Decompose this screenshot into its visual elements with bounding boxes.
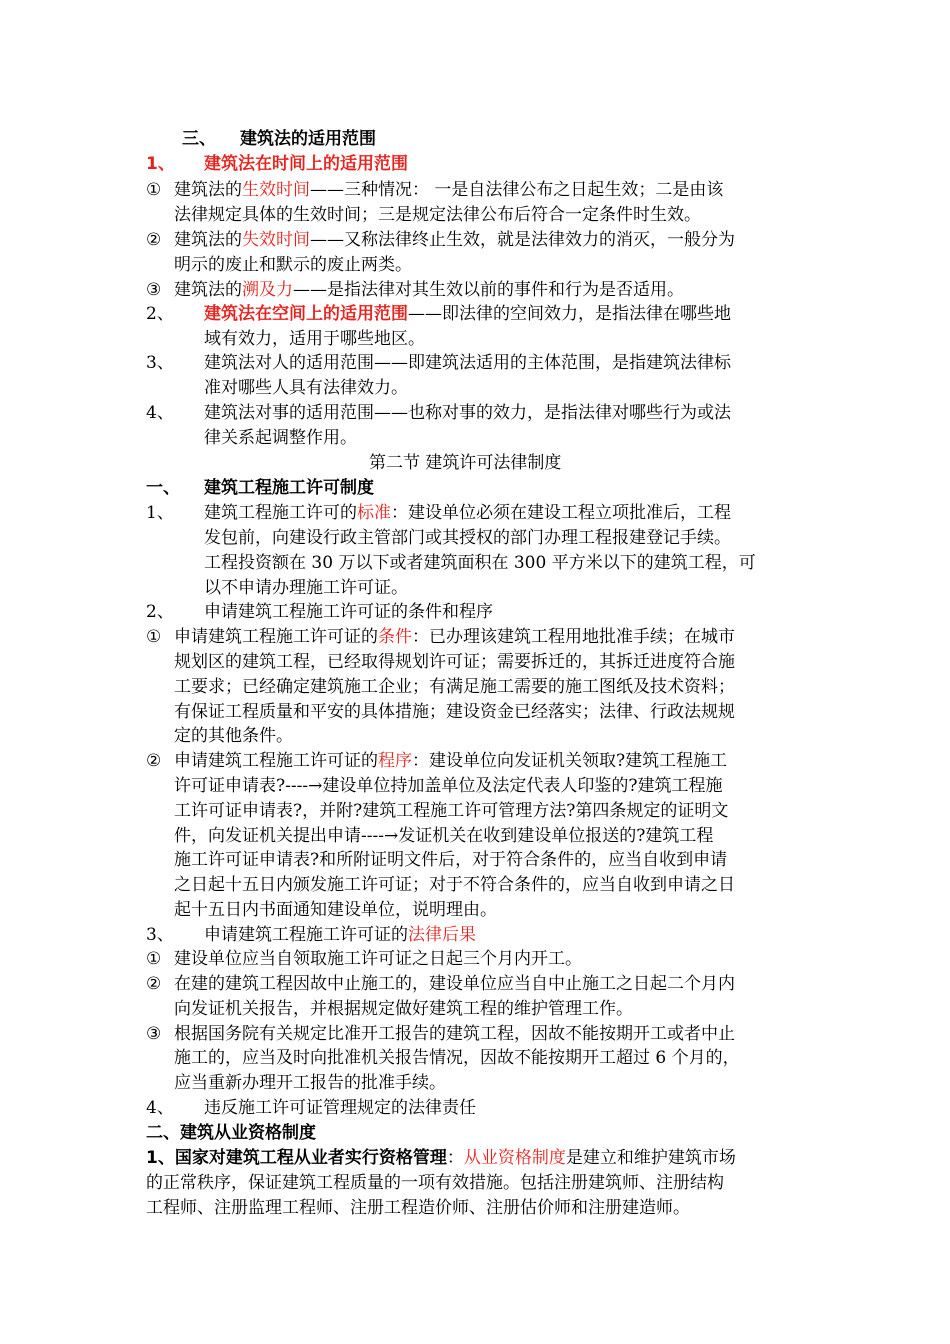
- item-text: 建筑法对事的适用范围——也称对事的效力，是指法律对哪些行为或法: [204, 403, 731, 423]
- para-2a-line-5: 定的其他条件。: [174, 726, 293, 746]
- para-text: 建筑工程施工许可的: [204, 503, 357, 523]
- para-text: 建设单位应当自领取施工许可证之日起三个月内开工。: [174, 949, 582, 969]
- item-number: 1、: [146, 503, 174, 523]
- item-number: 3、: [146, 925, 174, 945]
- item-text: 建筑法对人的适用范围——即建筑法适用的主体范围，是指建筑法律标: [204, 353, 731, 373]
- heading-title: 建筑法的适用范围: [240, 129, 376, 149]
- chapter-heading: 第二节 建筑许可法律制度: [369, 453, 562, 473]
- para-3: [146, 923, 476, 947]
- para-3a: [146, 947, 582, 971]
- item-number: 3、: [146, 353, 174, 373]
- clause-text: ——三种情况： 一是自法律公布之日起生效；二是由该: [310, 180, 724, 200]
- heading-title: 建筑工程施工许可制度: [204, 478, 374, 498]
- para-4: [146, 1096, 476, 1120]
- para-1-line-3: 工程投资额在 30 万以下或者建筑面积在 300 平方米以下的建筑工程，可: [204, 553, 756, 573]
- para-text: 根据国务院有关规定比准开工报告的建筑工程，因故不能按期开工或者中止: [174, 1024, 735, 1044]
- item-number: 1、: [146, 154, 175, 174]
- para-q1-line-3: 工程师、注册监理工程师、注册工程造价师、注册估价师和注册建造师。: [146, 1198, 690, 1218]
- item-number: 2、: [146, 602, 174, 622]
- circled-number: ①: [146, 627, 162, 647]
- heading-number: 三、: [182, 129, 216, 149]
- para-text: 申请建筑工程施工许可证的: [174, 627, 378, 647]
- para-2a-line-2: 规划区的建筑工程，已经取得规划许可证；需要拆迁的，其拆迁进度符合施: [174, 652, 735, 672]
- para-3c: [146, 1022, 735, 1046]
- subsection-1-heading: [146, 476, 374, 500]
- para-2b: [146, 749, 727, 773]
- para-q1: [146, 1146, 736, 1170]
- para-2b-line-3: 工许可证申请表?，并附?建筑工程施工许可管理方法?第四条规定的证明文: [174, 801, 729, 821]
- para-text: 在建的建筑工程因故中止施工的，建设单位应当自中止施工之日起二个月内: [174, 974, 735, 994]
- item-4-line-2: 律关系起调整作用。: [204, 428, 357, 448]
- circled-number: ②: [146, 974, 162, 994]
- keyword: 程序: [378, 751, 412, 771]
- para-3b-line-2: 向发证机关报告，并根据规定做好建筑工程的维护管理工作。: [174, 999, 633, 1019]
- para-text: ：: [446, 1148, 464, 1168]
- para-1-line-2: 发包前，向建设行政主管部门或其授权的部门办理工程报建登记手续。: [204, 528, 731, 548]
- para-2b-line-4: 件，向发证机关提出申请----→发证机关在收到建设单位报送的?建筑工程: [174, 826, 714, 846]
- keyword: 标准: [357, 503, 391, 523]
- item-number: 4、: [146, 1098, 174, 1118]
- clause-text: ——是指法律对其生效以前的事件和行为是否适用。: [293, 280, 684, 300]
- para-3c-line-2: 施工的，应当及时向批准机关报告情况，因故不能按期开工超过 6 个月的，: [174, 1048, 740, 1068]
- circled-number: ①: [146, 949, 162, 969]
- clause-text: 建筑法的: [174, 180, 242, 200]
- para-1-line-4: 以不申请办理施工许可证。: [204, 578, 408, 598]
- keyword: 溯及力: [242, 280, 293, 300]
- item-3-line-2: 准对哪些人具有法律效力。: [204, 378, 408, 398]
- clause-text: 建筑法的: [174, 230, 242, 250]
- para-text: 违反施工许可证管理规定的法律责任: [204, 1098, 476, 1118]
- para-2b-line-2: 许可证申请表?----→建设单位持加盖单位及法定代表人印鉴的?建筑工程施: [174, 776, 723, 796]
- keyword: 建筑法在空间上的适用范围: [204, 304, 408, 324]
- para-q1-line-2: 的正常秩序，保证建筑工程质量的一项有效措施。包括注册建筑师、注册结构: [146, 1173, 724, 1193]
- para-2b-line-5: 施工许可证申请表?和所附证明文件后，对于符合条件的，应当自收到申请: [174, 850, 728, 870]
- circled-number: ①: [146, 180, 162, 200]
- item-text: ——即法律的空间效力，是指法律在哪些地: [408, 304, 731, 324]
- para-text: 申请建筑工程施工许可证的条件和程序: [204, 602, 493, 622]
- para-3c-line-3: 应当重新办理开工报告的批准手续。: [174, 1073, 446, 1093]
- para-2b-line-7: 起十五日内书面通知建设单位，说明理由。: [174, 900, 497, 920]
- para-2a-line-4: 有保证工程质量和平安的具体措施；建设资金已经落实；法律、行政法规规: [174, 702, 735, 722]
- keyword: 法律后果: [408, 925, 476, 945]
- para-text: ：已办理该建筑工程用地批准手续；在城市: [412, 627, 735, 647]
- bold-lead: 1、国家对建筑工程从业者实行资格管理: [146, 1148, 447, 1168]
- para-text: 申请建筑工程施工许可证的: [204, 925, 408, 945]
- keyword: 生效时间: [242, 180, 310, 200]
- para-3b: [146, 972, 735, 996]
- clause-2-line-2: 明示的废止和默示的废止两类。: [174, 255, 412, 275]
- item-3: [146, 351, 731, 375]
- item-1-heading: [146, 152, 408, 176]
- para-1: [146, 501, 731, 525]
- circled-number: ②: [146, 751, 162, 771]
- item-title: 建筑法在时间上的适用范围: [204, 154, 408, 174]
- item-2-line-2: 域有效力，适用于哪些地区。: [204, 329, 425, 349]
- para-text: ：建设单位必须在建设工程立项批准后，工程: [391, 503, 731, 523]
- para-2b-line-6: 之日起十五日内颁发施工许可证；对于不符合条件的，应当自收到申请之日: [174, 875, 735, 895]
- para-2: [146, 600, 493, 624]
- heading-number: 一、: [146, 478, 180, 498]
- item-number: 2、: [146, 304, 174, 324]
- circled-number: ③: [146, 280, 162, 300]
- item-4: [146, 401, 731, 425]
- keyword: 失效时间: [242, 230, 310, 250]
- clause-text: 建筑法的: [174, 280, 242, 300]
- clause-text: ——又称法律终止生效，就是法律效力的消灭，一般分为: [310, 230, 735, 250]
- keyword: 条件: [378, 627, 412, 647]
- circled-number: ②: [146, 230, 162, 250]
- clause-3: [146, 278, 684, 302]
- section-heading: [182, 127, 376, 151]
- clause-1-line-2: 法律规定具体的生效时间；三是规定法律公布后符合一定条件时生效。: [174, 205, 701, 225]
- para-2a: [146, 625, 735, 649]
- para-text: 申请建筑工程施工许可证的: [174, 751, 378, 771]
- para-text: ：建设单位向发证机关领取?建筑工程施工: [412, 751, 728, 771]
- keyword: 从业资格制度: [463, 1148, 566, 1168]
- clause-2: [146, 228, 735, 252]
- subsection-2-heading: 二、建筑从业资格制度: [146, 1123, 316, 1143]
- clause-1: [146, 178, 723, 202]
- item-2: [146, 302, 731, 326]
- para-text: 是建立和维护建筑市场: [565, 1148, 736, 1168]
- item-number: 4、: [146, 403, 174, 423]
- para-2a-line-3: 工要求；已经确定建筑施工企业；有满足施工需要的施工图纸及技术资料；: [174, 677, 735, 697]
- circled-number: ③: [146, 1024, 162, 1044]
